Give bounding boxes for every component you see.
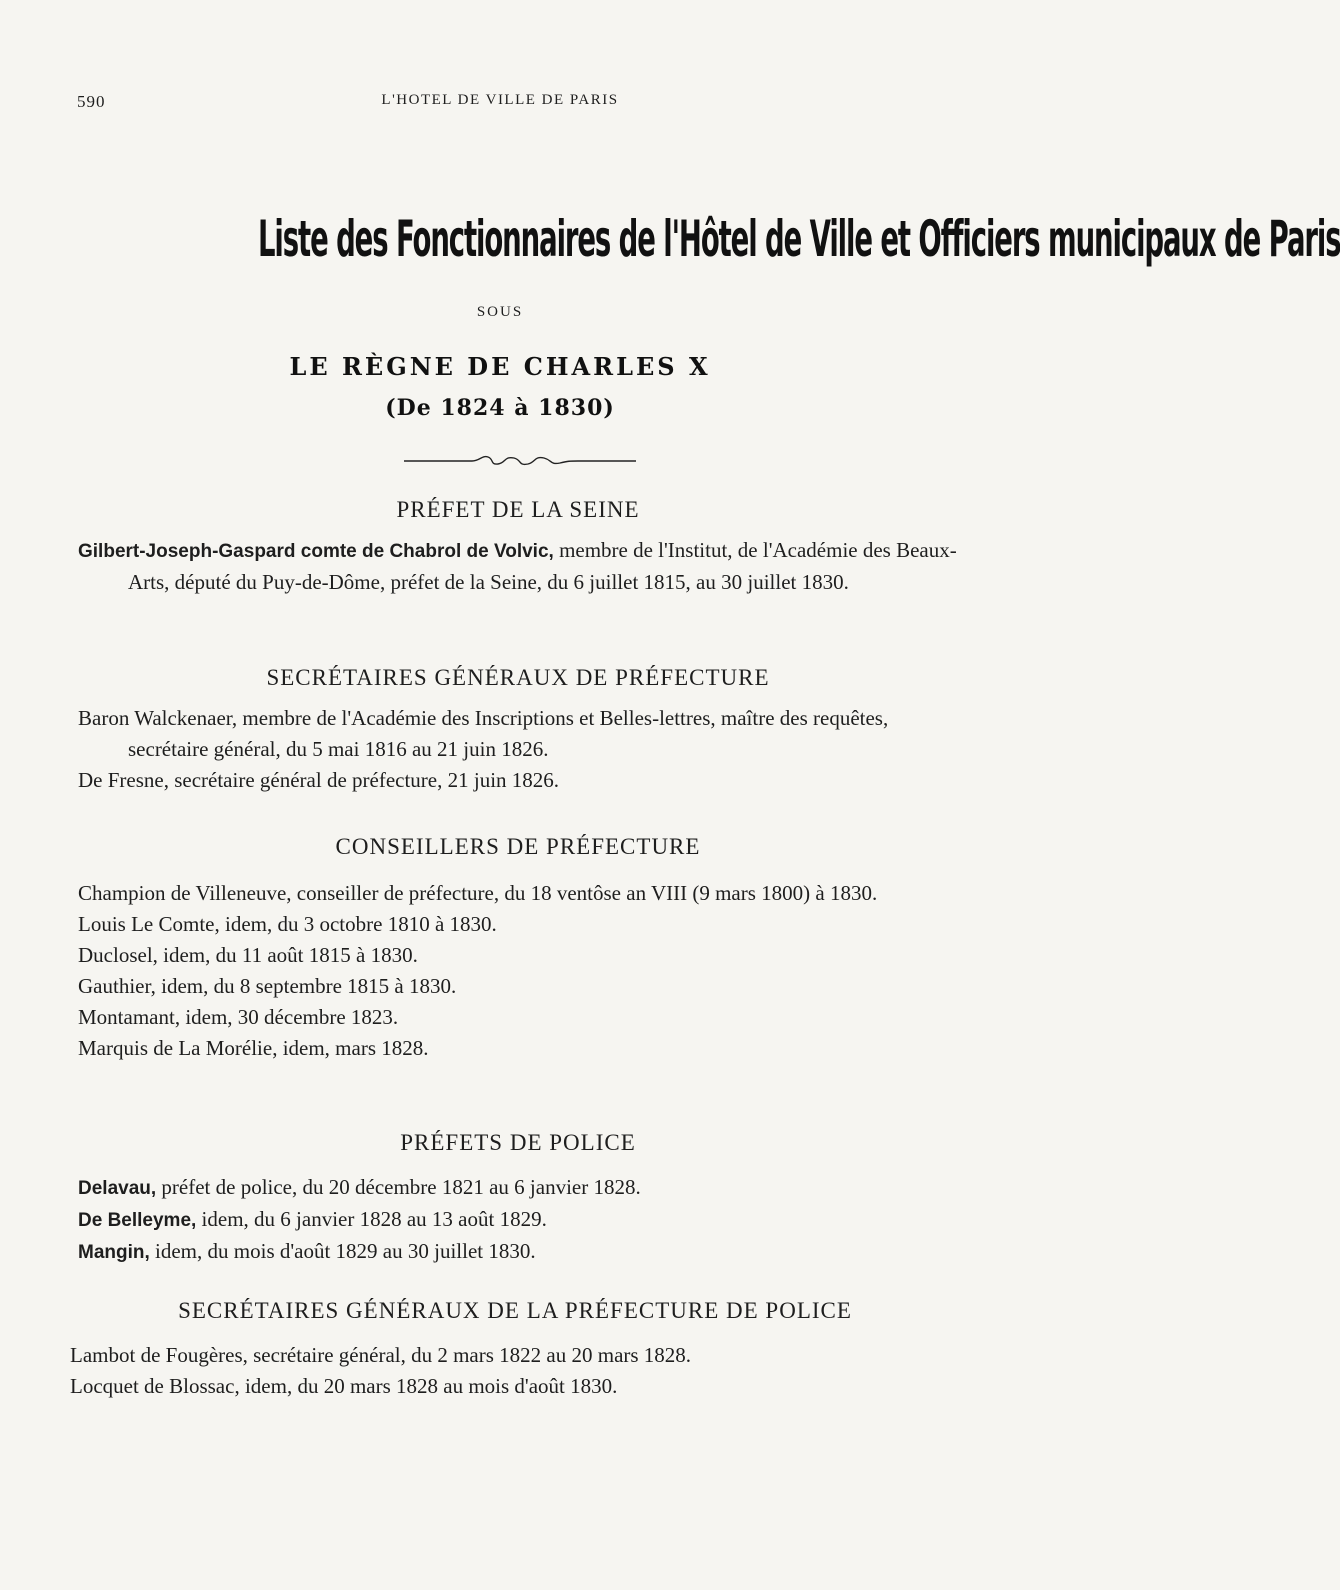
list-entry <box>78 535 958 598</box>
section-heading: CONSEILLERS DE PRÉFECTURE <box>335 834 701 859</box>
list-entry <box>78 1172 958 1204</box>
section-prefet-seine <box>78 494 958 598</box>
subtitle-sous: SOUS <box>476 304 524 320</box>
main-title: Liste des Fonctionnaires de l'Hôtel de Ville et Officiers municipaux de Paris <box>258 210 1340 268</box>
list-entry: Duclosel, idem, du 11 août 1815 à 1830. <box>78 943 418 967</box>
entry-name: Gilbert-Joseph-Gaspard comte de Chabrol de Volvic, <box>78 541 554 562</box>
list-entry: Marquis de La Morélie, idem, mars 1828. <box>78 1036 429 1060</box>
ornament-divider-icon <box>402 452 638 470</box>
list-entry: Champion de Villeneuve, conseiller de préfecture, du 18 ventôse an VIII (9 mars 1800) à 1830. <box>78 881 878 905</box>
entry-name: Mangin, <box>78 1242 150 1263</box>
list-entry: Louis Le Comte, idem, du 3 octobre 1810 à 1830. <box>78 912 497 936</box>
running-head <box>0 92 1000 116</box>
section-conseillers <box>78 831 958 1064</box>
list-entry <box>78 1204 958 1236</box>
reign-title: LE RÈGNE DE CHARLES X <box>289 352 711 381</box>
list-entry: Baron Walckenaer, membre de l'Académie des Inscriptions et Belles-lettres, maître des requêtes, secrétaire général, du 5 mai 1816 au 21 juin 1826. <box>78 706 889 761</box>
list-entry <box>78 1236 958 1268</box>
list-entry: Lambot de Fougères, secrétaire général, du 2 mars 1822 au 20 mars 1828. <box>70 1343 692 1367</box>
section-secretaires-generaux <box>78 662 958 796</box>
entry-text: idem, du mois d'août 1829 au 30 juillet 1830. <box>149 1239 536 1263</box>
entry-text: préfet de police, du 20 décembre 1821 au 6 janvier 1828. <box>156 1175 641 1199</box>
entry-name: Delavau, <box>78 1178 157 1199</box>
list-entry: Montamant, idem, 30 décembre 1823. <box>78 1005 399 1029</box>
entry-text: membre de l'Institut, de l'Académie des Beaux-Arts, député du Puy-de-Dôme, préfet de la Seine, du 6 juillet 1815, au 30 juillet 1830. <box>128 538 957 594</box>
section-heading: PRÉFETS DE POLICE <box>400 1130 636 1155</box>
list-entry: De Fresne, secrétaire général de préfecture, 21 juin 1826. <box>78 768 560 792</box>
section-prefets-police <box>78 1127 958 1268</box>
page-number: 590 <box>77 92 106 111</box>
list-entry: Gauthier, idem, du 8 septembre 1815 à 1830. <box>78 974 457 998</box>
section-heading: SECRÉTAIRES GÉNÉRAUX DE PRÉFECTURE <box>266 665 770 690</box>
section-heading: SECRÉTAIRES GÉNÉRAUX DE LA PRÉFECTURE DE POLICE <box>178 1298 852 1323</box>
entry-name: De Belleyme, <box>78 1210 197 1231</box>
list-entry: Locquet de Blossac, idem, du 20 mars 1828 au mois d'août 1830. <box>70 1374 618 1398</box>
entry-text: idem, du 6 janvier 1828 au 13 août 1829. <box>196 1207 547 1231</box>
section-secretaires-police <box>70 1295 960 1402</box>
running-title: L'HOTEL DE VILLE DE PARIS <box>381 92 619 108</box>
reign-dates: (De 1824 à 1830) <box>385 395 615 421</box>
section-heading: PRÉFET DE LA SEINE <box>396 497 640 522</box>
